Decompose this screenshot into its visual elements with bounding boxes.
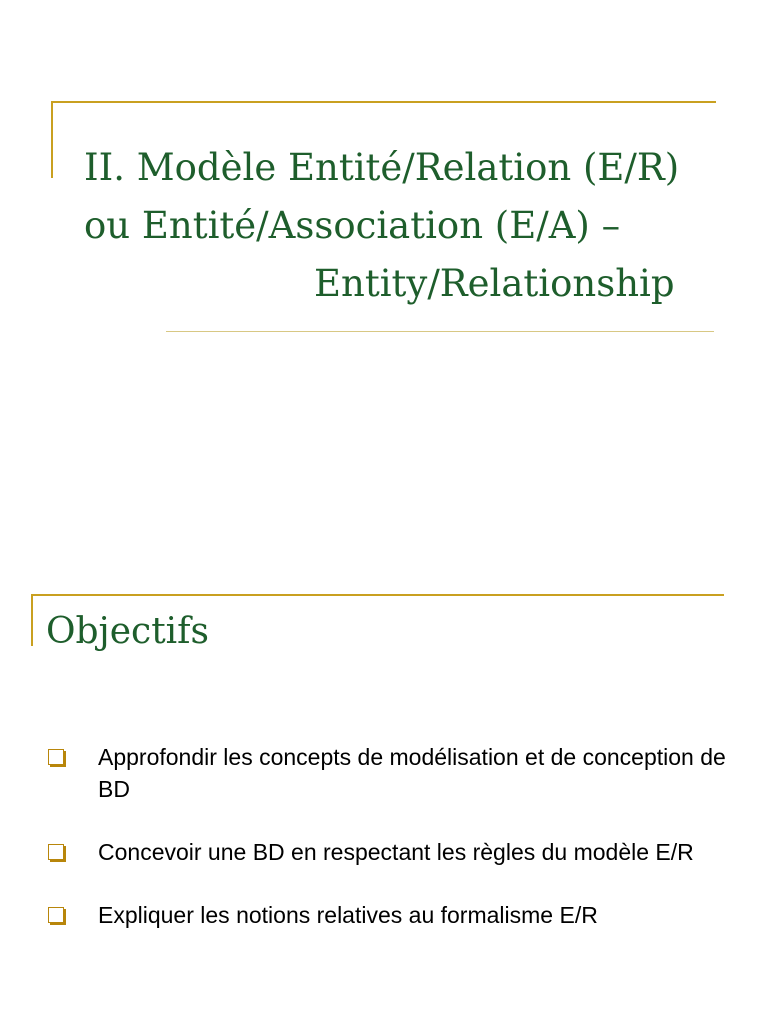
slide-title bbox=[84, 139, 734, 313]
checkbox-bullet-icon bbox=[48, 844, 64, 860]
slide-title-line-3: Entity/Relationship bbox=[314, 262, 675, 305]
slide-title-line-2: ou Entité/Association (E/A) – bbox=[84, 204, 621, 247]
title-frame-top-rule bbox=[51, 101, 716, 103]
list-item bbox=[46, 836, 746, 868]
list-item-text: Expliquer les notions relatives au formalisme E/R bbox=[98, 902, 598, 928]
list-item bbox=[46, 899, 746, 931]
title-frame-left-rule bbox=[51, 101, 53, 178]
list-item-text: Concevoir une BD en respectant les règles du modèle E/R bbox=[98, 839, 694, 865]
list-item-text: Approfondir les concepts de modélisation et de conception de BD bbox=[98, 744, 726, 802]
checkbox-bullet-icon bbox=[48, 907, 64, 923]
objectives-list bbox=[46, 741, 746, 962]
section-frame-left-rule bbox=[31, 594, 33, 646]
list-item bbox=[46, 741, 746, 805]
title-underline-rule bbox=[166, 331, 714, 332]
section-frame-top-rule bbox=[31, 594, 724, 596]
slide-title-line-1: II. Modèle Entité/Relation (E/R) bbox=[84, 146, 680, 189]
checkbox-bullet-icon bbox=[48, 749, 64, 765]
section-heading: Objectifs bbox=[46, 611, 209, 652]
